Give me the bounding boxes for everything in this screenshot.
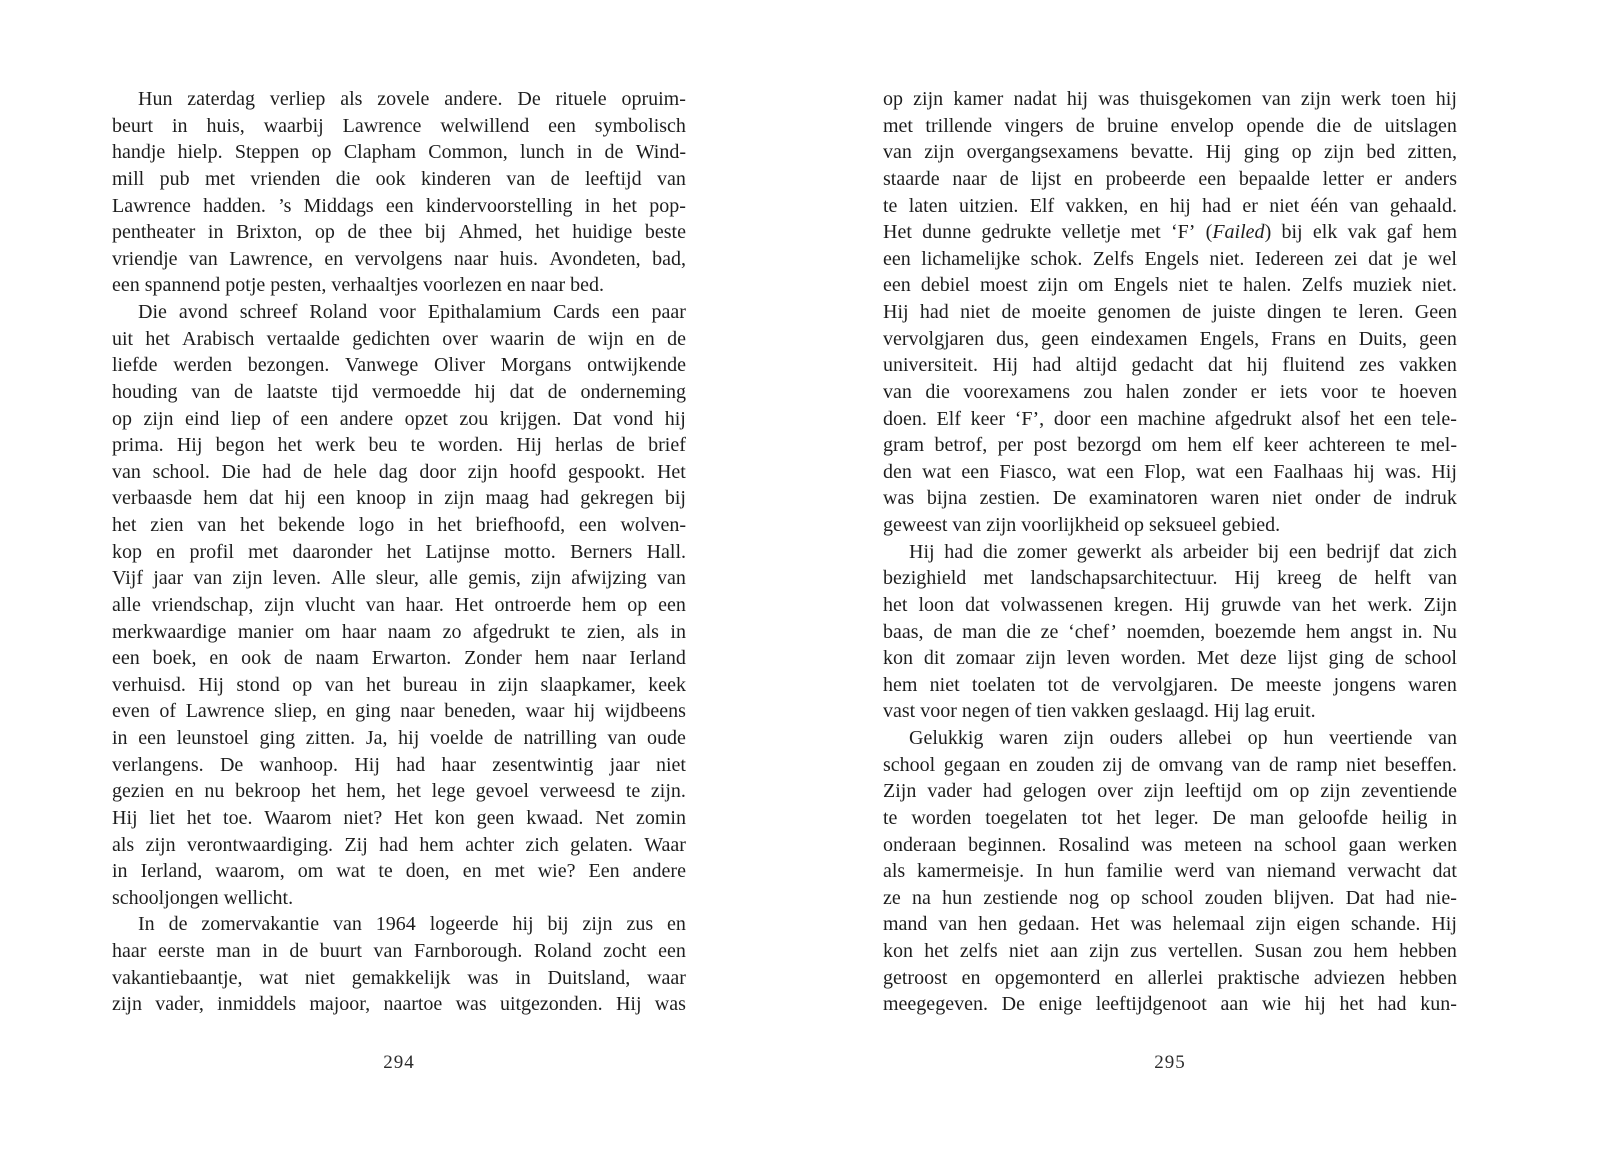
text-line: was bijna zestien. De examinatoren waren niet onder de indruk [883,487,1457,510]
left-page-text-column [112,86,686,1018]
text-line: uit het Arabisch vertaalde gedichten over waarin de wijn en de [112,327,686,350]
text-line: Hij had niet de moeite genomen de juiste dingen te leren. Geen [883,301,1457,323]
text-line: in Ierland, waarom, om wat te doen, en met wie? Een andere [112,860,686,883]
text-line: Hij liet het toe. Waarom niet? Het kon geen kwaad. Net zomin [112,806,686,829]
text-line: vervolgjaren dus, geen eindexamen Engels, Frans en Duits, geen [883,327,1457,350]
text-line: geweest van zijn voorlijkheid op seksueel gebied. [883,514,1281,536]
text-line: te laten uitzien. Elf vakken, en hij had er niet één van gehaald. [883,194,1457,217]
text-line: gram betrof, per post bezorgd om hem elf keer achtereen te mel- [883,434,1457,457]
text-line: In de zomervakantie van 1964 logeerde hij bij zijn zus en [138,913,686,936]
text-line: den wat een Fiasco, wat een Flop, wat een Faalhaas hij was. Hij [883,460,1457,483]
text-line: het loon dat volwassenen kregen. Hij gruwde van het werk. Zijn [883,593,1457,616]
text-line: liefde werden bezongen. Vanwege Oliver Morgans ontwijkende [112,354,686,377]
text-line: verbaasde hem dat hij een knoop in zijn maag had gekregen bij [112,487,686,510]
text-line: beurt in huis, waarbij Lawrence welwillend een symbolisch [112,114,686,137]
text-line: ze na hun zestiende nog op school zouden blijven. Dat had nie- [883,886,1457,909]
text-line: doen. Elf keer ‘F’, door een machine afgedrukt alsof het een tele- [883,407,1457,430]
text-line: alle vriendschap, zijn vlucht van haar. Het ontroerde hem op een [112,593,686,616]
text-line: vriendje van Lawrence, en vervolgens naar huis. Avondeten, bad, [112,247,686,270]
text-line: vast voor negen of tien vakken geslaagd. Hij lag eruit. [883,700,1316,723]
text-line: prima. Hij begon het werk beu te worden. Hij herlas de brief [112,434,686,457]
text-line: een spannend potje pesten, verhaaltjes voorlezen en naar bed. [112,274,605,297]
text-line: vakantiebaantje, wat niet gemakkelijk was in Duitsland, waar [112,966,686,989]
text-line: gezien en nu bekroop het hem, het lege gevoel verweesd te zijn. [112,780,686,803]
text-line: Hun zaterdag verliep als zovele andere. De rituele opruim- [138,88,686,110]
text-line: Het dunne gedrukte velletje met ‘F’ (Failed) bij elk vak gaf hem [883,221,1457,244]
text-line: schooljongen wellicht. [112,886,294,909]
text-line: zijn vader, inmiddels majoor, naartoe was uitgezonden. Hij was [112,993,686,1016]
text-line: pentheater in Brixton, op de thee bij Ahmed, het huidige beste [112,221,686,244]
text-line: haar eerste man in de buurt van Farnborough. Roland zocht een [112,940,686,962]
text-line: kon het zelfs niet aan zijn zus vertellen. Susan zou hem hebben [883,940,1457,962]
text-line: Zijn vader had gelogen over zijn leeftijd om op zijn zeventiende [883,780,1457,803]
text-line: van die voorexamens zou halen zonder er iets voor te hoeven [883,380,1457,403]
text-line: kop en profil met daaronder het Latijnse motto. Berners Hall. [112,540,686,563]
text-line: bezighield met landschapsarchitectuur. Hij kreeg de helft van [883,567,1457,590]
text-line: Lawrence hadden. ’s Middags een kindervoorstelling in het pop- [112,194,686,217]
text-line: school gegaan en zouden zij de omvang van de ramp niet beseffen. [883,753,1457,776]
text-line: kon dit zomaar zijn leven worden. Met deze lijst ging de school [883,647,1457,670]
text-line: mill pub met vrienden die ook kinderen van de leeftijd van [112,167,686,190]
text-line: op zijn eind liep of een andere opzet zou krijgen. Dat vond hij [112,407,686,430]
text-line: Hij had die zomer gewerkt als arbeider bij een bedrijf dat zich [909,540,1457,563]
text-line: Vijf jaar van zijn leven. Alle sleur, alle gemis, zijn afwijzing van [112,567,686,590]
text-line: een debiel moest zijn om Engels niet te halen. Zelfs muziek niet. [883,274,1457,297]
text-line: handje hielp. Steppen op Clapham Common, lunch in de Wind- [112,141,686,164]
text-line: met trillende vingers de bruine envelop opende die de uitslagen [883,114,1457,137]
text-line: van zijn overgangsexamens bevatte. Hij ging op zijn bed zitten, [883,141,1457,164]
text-line: verlangens. De wanhoop. Hij had haar zesentwintig jaar niet [112,753,686,776]
text-line: het zien van het bekende logo in het briefhoofd, een wolven- [112,514,686,536]
text-line: als kamermeisje. In hun familie werd van niemand verwacht dat [883,860,1457,883]
text-line: getroost en opgemonterd en allerlei praktische adviezen hebben [883,966,1457,989]
text-line: een lichamelijke schok. Zelfs Engels niet. Iedereen zei dat je wel [883,247,1457,270]
text-line: op zijn kamer nadat hij was thuisgekomen van zijn werk toen hij [883,88,1457,110]
text-line: verhuisd. Hij stond op van het bureau in zijn slaapkamer, keek [112,673,686,696]
text-line: Gelukkig waren zijn ouders allebei op hun veertiende van [909,727,1457,749]
text-line: meegegeven. De enige leeftijdgenoot aan wie hij het had kun- [883,993,1457,1016]
text-line: even of Lawrence sliep, en ging naar beneden, waar hij wijdbeens [112,700,686,723]
text-line: staarde naar de lijst en probeerde een bepaalde letter er anders [883,167,1457,190]
text-line: onderaan beginnen. Rosalind was meteen na school gaan werken [883,833,1457,856]
text-line: baas, de man die ze ‘chef’ noemden, boezemde hem angst in. Nu [883,620,1457,643]
text-line: een boek, en ook de naam Erwarton. Zonder hem naar Ierland [112,647,686,670]
text-line: van school. Die had de hele dag door zijn hoofd gespookt. Het [112,460,686,483]
text-line: mand van hen gedaan. Het was helemaal zijn eigen schande. Hij [883,913,1457,936]
right-page-text-column [883,86,1457,1018]
left-page-number: 294 [383,1052,415,1073]
text-line: Die avond schreef Roland voor Epithalamium Cards een paar [138,301,686,323]
text-line: te worden toegelaten tot het leger. De man geloofde heilig in [883,806,1457,829]
text-line: in een leunstoel ging zitten. Ja, hij voelde de natrilling van oude [112,727,686,749]
text-line: merkwaardige manier om haar naam zo afgedrukt te zien, als in [112,620,686,643]
text-line: houding van de laatste tijd vermoedde hij dat de onderneming [112,380,686,403]
right-page-number: 295 [1154,1052,1186,1073]
text-line: universiteit. Hij had altijd gedacht dat hij fluitend zes vakken [883,354,1457,377]
text-line: als zijn verontwaardiging. Zij had hem achter zich gelaten. Waar [112,833,686,856]
text-line: hem niet toelaten tot de vervolgjaren. De meeste jongens waren [883,673,1457,696]
